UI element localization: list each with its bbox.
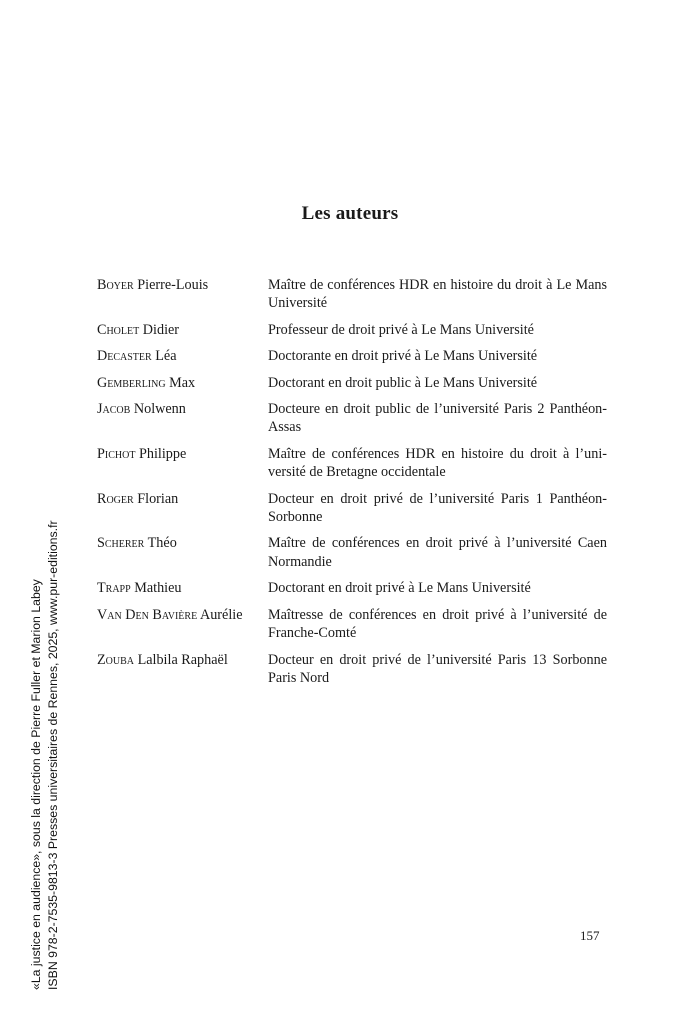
author-row	[97, 400, 607, 437]
author-name	[97, 534, 268, 571]
author-given-name: Didier	[142, 321, 180, 338]
author-given-name: Léa	[155, 348, 177, 365]
author-surname: Pichot	[97, 445, 136, 462]
author-name	[97, 579, 268, 597]
author-row	[97, 534, 607, 571]
page-title: Les auteurs	[301, 203, 399, 224]
author-name	[97, 321, 268, 339]
author-description: Professeur de droit privé à Le Mans Université	[268, 321, 534, 338]
author-given-name: Philippe	[139, 445, 187, 462]
author-description: Maître de conférences en droit privé à l’université Caen Normandie	[268, 535, 607, 570]
author-name	[97, 276, 268, 313]
author-given-name: Mathieu	[134, 580, 182, 597]
author-row	[97, 347, 607, 365]
author-given-name: Lalbila Raphaël	[137, 651, 228, 668]
page-number: 157	[580, 928, 600, 943]
author-given-name: Max	[169, 374, 196, 391]
author-name	[97, 445, 268, 482]
author-given-name: Théo	[147, 535, 177, 552]
author-name	[97, 490, 268, 527]
author-row	[97, 445, 607, 482]
author-given-name: Florian	[137, 490, 179, 507]
author-description: Doctorant en droit public à Le Mans Université	[268, 374, 538, 391]
author-given-name: Aurélie	[199, 606, 243, 623]
author-surname: Jacob	[97, 401, 131, 418]
author-row	[97, 579, 607, 597]
author-description: Doctorant en droit privé à Le Mans Université	[268, 580, 531, 597]
author-surname: Gemberling	[97, 374, 166, 391]
author-description: Docteure en droit public de l’université Paris 2 Panthéon-Assas	[268, 401, 607, 436]
author-given-name: Nolwenn	[133, 401, 186, 418]
author-description: Maître de conférences HDR en histoire du droit à l’université de Bretagne occidentale	[268, 445, 607, 481]
author-given-name: Pierre-Louis	[137, 277, 209, 293]
side-credit	[28, 520, 62, 990]
author-description: Maîtresse de conférences en droit privé à l’université de Franche-Comté	[268, 606, 607, 642]
author-row	[97, 606, 607, 643]
author-row	[97, 490, 607, 527]
author-surname: Van Den Bavière	[97, 606, 198, 623]
author-surname: Cholet	[97, 321, 140, 338]
author-name	[97, 374, 268, 392]
author-row	[97, 374, 607, 392]
author-surname: Trapp	[97, 580, 131, 597]
author-name	[97, 651, 268, 688]
author-surname: Decaster	[97, 348, 152, 365]
author-description: Docteur en droit privé de l’université Paris 1 Panthéon-Sorbonne	[268, 490, 607, 526]
author-surname: Zouba	[97, 651, 135, 668]
author-surname: Boyer	[97, 277, 134, 293]
author-name	[97, 606, 268, 643]
author-surname: Roger	[97, 490, 134, 507]
author-row	[97, 651, 607, 688]
author-name	[97, 347, 268, 365]
author-description: Docteur en droit privé de l’université Paris 13 Sorbonne Paris Nord	[268, 651, 607, 686]
author-description: Doctorante en droit privé à Le Mans Université	[268, 348, 538, 365]
author-row	[97, 321, 607, 339]
side-credit-line-2: ISBN 978-2-7535-9813-3 Presses universitaires de Rennes, 2025, www.pur-editions.fr	[46, 520, 60, 990]
side-credit-line-1: «La justice en audience», sous la direction de Pierre Fuller et Marion Labey	[29, 579, 43, 990]
author-description: Maître de conférences HDR en histoire du droit à Le Mans Université	[268, 277, 607, 312]
author-surname: Scherer	[97, 535, 145, 552]
authors-list	[97, 276, 607, 695]
author-name	[97, 400, 268, 437]
author-row	[97, 276, 607, 313]
